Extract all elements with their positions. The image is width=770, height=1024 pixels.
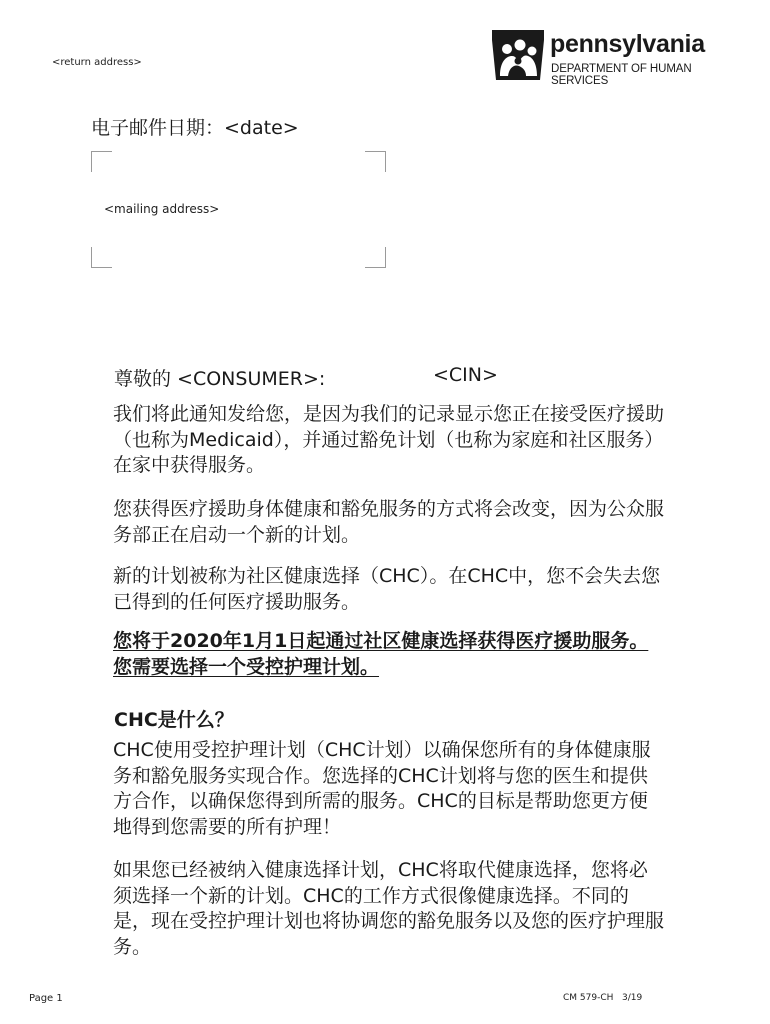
corner-mark xyxy=(365,151,386,172)
paragraph-intro: 我们将此通知发给您，是因为我们的记录显示您正在接受医疗援助（也称为Medicaid），并通过豁免计划（也称为家庭和社区服务）在家中获得服务。 xyxy=(113,403,665,476)
mailing-window xyxy=(91,151,386,268)
logo-department: DEPARTMENT OF HUMAN SERVICES xyxy=(551,63,692,87)
section-heading: CHC是什么？ xyxy=(114,709,234,731)
page-number: Page 1 xyxy=(29,993,63,1004)
paragraph-chc-description: CHC使用受控护理计划（CHC计划）以确保您所有的身体健康服务和豁免服务实现合作。您选择的CHC计划将与您的医生和提供方合作，以确保您得到所需的服务。CHC的目标是帮助您更方便地得到您需要的所有护理！ xyxy=(113,739,651,838)
paragraph-new-plan: 新的计划被称为社区健康选择（CHC）。在CHC中，您不会失去您已得到的任何医疗援助服务。 xyxy=(113,565,661,613)
paragraph-health-choices: 如果您已经被纳入健康选择计划，CHC将取代健康选择，您将必须选择一个新的计划。CHC的工作方式很像健康选择。不同的是，现在受控护理计划也将协调您的豁免服务以及您的医疗护理服务。 xyxy=(113,859,665,958)
form-code: CM 579-CH 3/19 xyxy=(563,993,643,1003)
dhs-logo xyxy=(490,28,750,88)
email-date: 电子邮件日期：<date> xyxy=(91,117,299,139)
salutation: 尊敬的 <CONSUMER>: xyxy=(114,368,326,390)
mailing-address: <mailing address> xyxy=(104,202,220,216)
corner-mark xyxy=(91,247,112,268)
corner-mark xyxy=(365,247,386,268)
keystone-family-icon xyxy=(490,28,546,84)
corner-mark xyxy=(91,151,112,172)
logo-name: pennsylvania xyxy=(550,30,705,58)
cin-placeholder: <CIN> xyxy=(433,364,498,386)
bold-notice: 您将于2020年1月1日起通过社区健康选择获得医疗援助服务。您需要选择一个受控护理计划。 xyxy=(113,630,649,678)
return-address: <return address> xyxy=(52,57,142,68)
paragraph-change: 您获得医疗援助身体健康和豁免服务的方式将会改变，因为公众服务部正在启动一个新的计划。 xyxy=(113,498,665,546)
